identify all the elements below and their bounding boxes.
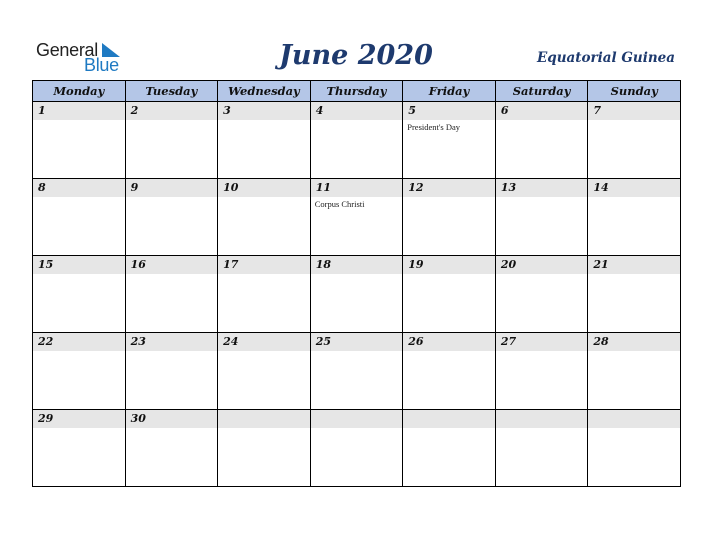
calendar-grid xyxy=(32,80,681,487)
logo-text-general: General xyxy=(36,40,98,60)
day-cell xyxy=(33,179,126,256)
weekday-header-row xyxy=(33,81,681,102)
empty-day-bar xyxy=(403,410,495,428)
day-number: 25 xyxy=(311,333,403,351)
day-cell xyxy=(125,102,218,179)
empty-day-bar xyxy=(496,410,588,428)
day-number: 23 xyxy=(126,333,218,351)
day-cell xyxy=(403,256,496,333)
day-cell xyxy=(33,102,126,179)
day-number: 15 xyxy=(33,256,125,274)
day-number: 26 xyxy=(403,333,495,351)
empty-day-cell xyxy=(218,410,311,487)
day-cell xyxy=(310,102,403,179)
day-number: 22 xyxy=(33,333,125,351)
weekday-tuesday: Tuesday xyxy=(125,81,218,102)
day-number: 29 xyxy=(33,410,125,428)
day-number: 19 xyxy=(403,256,495,274)
day-cell xyxy=(403,179,496,256)
day-number: 20 xyxy=(496,256,588,274)
day-number: 28 xyxy=(588,333,680,351)
day-cell xyxy=(310,256,403,333)
empty-day-bar xyxy=(218,410,310,428)
day-number: 3 xyxy=(218,102,310,120)
day-cell xyxy=(495,333,588,410)
logo-text-blue: Blue xyxy=(84,55,119,75)
day-number: 14 xyxy=(588,179,680,197)
day-cell xyxy=(495,179,588,256)
day-number: 7 xyxy=(588,102,680,120)
day-cell xyxy=(125,179,218,256)
weekday-saturday: Saturday xyxy=(495,81,588,102)
day-cell xyxy=(310,179,403,256)
day-cell xyxy=(125,410,218,487)
day-number: 12 xyxy=(403,179,495,197)
day-number: 13 xyxy=(496,179,588,197)
weekday-friday: Friday xyxy=(403,81,496,102)
day-cell xyxy=(403,333,496,410)
day-number: 1 xyxy=(33,102,125,120)
week-row-2 xyxy=(33,179,681,256)
day-cell xyxy=(495,102,588,179)
weekday-monday: Monday xyxy=(33,81,126,102)
day-number: 5 xyxy=(403,102,495,120)
empty-day-cell xyxy=(403,410,496,487)
weekday-sunday: Sunday xyxy=(588,81,681,102)
day-cell xyxy=(218,333,311,410)
day-cell xyxy=(310,333,403,410)
day-number: 18 xyxy=(311,256,403,274)
day-number: 17 xyxy=(218,256,310,274)
day-number: 30 xyxy=(126,410,218,428)
day-cell xyxy=(125,333,218,410)
day-number: 24 xyxy=(218,333,310,351)
country-name: Equatorial Guinea xyxy=(537,50,675,66)
day-number: 6 xyxy=(496,102,588,120)
empty-day-bar xyxy=(588,410,680,428)
empty-day-cell xyxy=(310,410,403,487)
day-cell xyxy=(125,256,218,333)
day-cell xyxy=(588,179,681,256)
day-number: 9 xyxy=(126,179,218,197)
day-number: 27 xyxy=(496,333,588,351)
weekday-thursday: Thursday xyxy=(310,81,403,102)
day-number: 8 xyxy=(33,179,125,197)
day-number: 10 xyxy=(218,179,310,197)
day-cell xyxy=(218,102,311,179)
day-number: 2 xyxy=(126,102,218,120)
day-cell xyxy=(403,102,496,179)
day-cell xyxy=(495,256,588,333)
day-cell xyxy=(588,102,681,179)
day-cell xyxy=(33,256,126,333)
day-cell xyxy=(33,333,126,410)
day-number: 11 xyxy=(311,179,403,197)
empty-day-bar xyxy=(311,410,403,428)
day-number: 21 xyxy=(588,256,680,274)
weekday-wednesday: Wednesday xyxy=(218,81,311,102)
holiday-label: President's Day xyxy=(407,122,461,132)
day-cell xyxy=(588,333,681,410)
day-cell xyxy=(218,256,311,333)
day-number: 4 xyxy=(311,102,403,120)
day-number: 16 xyxy=(126,256,218,274)
holiday-label: Corpus Christi xyxy=(314,199,365,209)
empty-day-cell xyxy=(495,410,588,487)
day-cell xyxy=(218,179,311,256)
week-row-5 xyxy=(33,410,681,487)
week-row-1 xyxy=(33,102,681,179)
day-cell xyxy=(588,256,681,333)
calendar-title: June 2020 xyxy=(279,40,433,71)
week-row-4 xyxy=(33,333,681,410)
day-cell xyxy=(33,410,126,487)
empty-day-cell xyxy=(588,410,681,487)
week-row-3 xyxy=(33,256,681,333)
